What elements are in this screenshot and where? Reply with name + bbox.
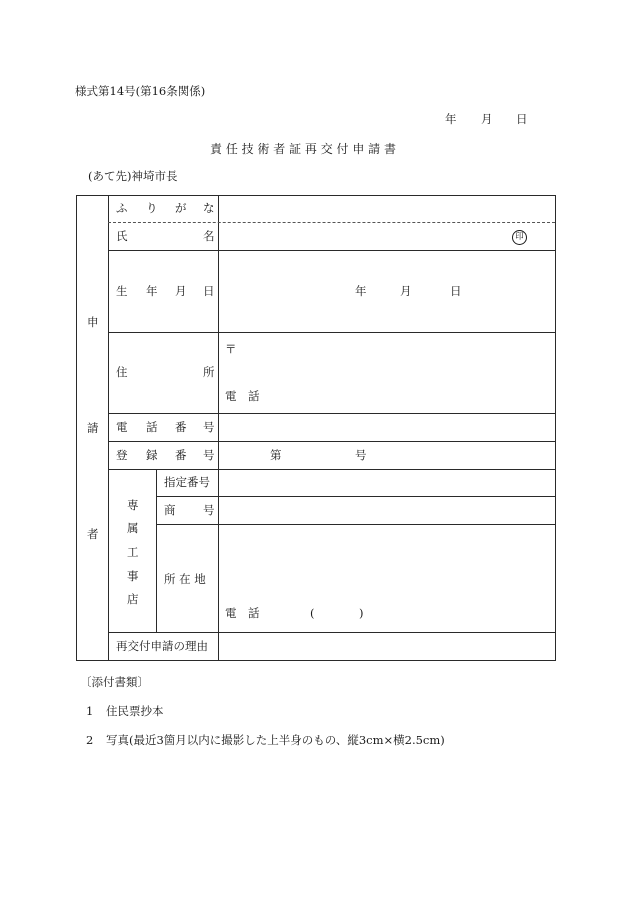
reason-field[interactable] bbox=[219, 633, 555, 660]
attachment-number: 1 bbox=[86, 704, 94, 718]
postal-mark: 〒 bbox=[225, 342, 237, 356]
location-field[interactable] bbox=[219, 525, 555, 632]
reason-label: 再交付申請の理由 bbox=[116, 639, 208, 653]
registration-number-label: 録 bbox=[146, 448, 158, 462]
address-label: 所 bbox=[203, 365, 215, 379]
address-phone-label: 電 話 bbox=[225, 389, 260, 403]
attachment-number: 2 bbox=[86, 733, 94, 747]
phone-number-label: 話 bbox=[146, 420, 158, 434]
applicant-label-char: 者 bbox=[87, 527, 99, 541]
attachment-item: 住民票抄本 bbox=[106, 704, 164, 718]
phone-number-label: 番 bbox=[175, 420, 187, 434]
location-phone-label: 電 話 bbox=[225, 606, 260, 620]
affiliated-store-label-char: 事 bbox=[127, 569, 139, 583]
form-number: 様式第14号(第16条関係) bbox=[75, 84, 206, 98]
registration-prefix: 第 bbox=[270, 448, 282, 462]
furigana-label: ふ bbox=[116, 201, 128, 215]
name-label: 氏 bbox=[116, 229, 128, 243]
registration-number-label: 番 bbox=[175, 448, 187, 462]
phone-number-label: 号 bbox=[203, 420, 215, 434]
location-label: 所 在 地 bbox=[164, 572, 206, 586]
furigana-label: が bbox=[175, 201, 187, 215]
location-phone-paren-close: ) bbox=[359, 606, 364, 620]
birth-month-unit: 月 bbox=[400, 284, 412, 298]
furigana-label: な bbox=[203, 201, 215, 215]
name-label: 名 bbox=[203, 229, 215, 243]
affiliated-store-label-char: 店 bbox=[127, 592, 139, 606]
date-year-label: 年 bbox=[445, 112, 457, 126]
date-month-label: 月 bbox=[481, 112, 493, 126]
registration-number-label: 号 bbox=[203, 448, 215, 462]
phone-number-field[interactable] bbox=[219, 414, 555, 441]
furigana-label: り bbox=[146, 201, 158, 215]
registration-number-label: 登 bbox=[116, 448, 128, 462]
designated-number-field[interactable] bbox=[219, 470, 555, 496]
attachments-heading: 〔添付書類〕 bbox=[80, 675, 149, 689]
name-field[interactable] bbox=[219, 223, 509, 250]
trade-name-label: 号 bbox=[203, 503, 215, 517]
seal-mark: 印 bbox=[512, 230, 527, 245]
address-label: 住 bbox=[116, 365, 128, 379]
designated-number-label: 指定番号 bbox=[164, 475, 210, 489]
birth-day-unit: 日 bbox=[450, 284, 462, 298]
trade-name-label: 商 bbox=[164, 503, 176, 517]
birthdate-label: 月 bbox=[175, 284, 187, 298]
attachment-item: 写真(最近3箇月以内に撮影した上半身のもの、縦3cm×横2.5cm) bbox=[106, 733, 445, 747]
applicant-label-char: 請 bbox=[87, 421, 99, 435]
registration-suffix: 号 bbox=[355, 448, 367, 462]
addressee: (あて先)神埼市長 bbox=[88, 169, 178, 183]
phone-number-label: 電 bbox=[116, 420, 128, 434]
location-phone-paren-open: ( bbox=[310, 606, 315, 620]
furigana-field[interactable] bbox=[219, 196, 555, 222]
trade-name-field[interactable] bbox=[219, 497, 555, 524]
birthdate-field[interactable] bbox=[219, 251, 555, 332]
birthdate-label: 日 bbox=[203, 284, 215, 298]
affiliated-store-label-char: 属 bbox=[127, 521, 139, 535]
birthdate-label: 年 bbox=[146, 284, 158, 298]
birthdate-label: 生 bbox=[116, 284, 128, 298]
date-day-label: 日 bbox=[516, 112, 528, 126]
applicant-label-char: 申 bbox=[87, 315, 99, 329]
affiliated-store-label-char: 工 bbox=[127, 545, 139, 559]
birth-year-unit: 年 bbox=[355, 284, 367, 298]
address-field[interactable] bbox=[219, 333, 555, 413]
document-title: 責 任 技 術 者 証 再 交 付 申 請 書 bbox=[210, 142, 396, 156]
affiliated-store-label-char: 専 bbox=[127, 498, 139, 512]
